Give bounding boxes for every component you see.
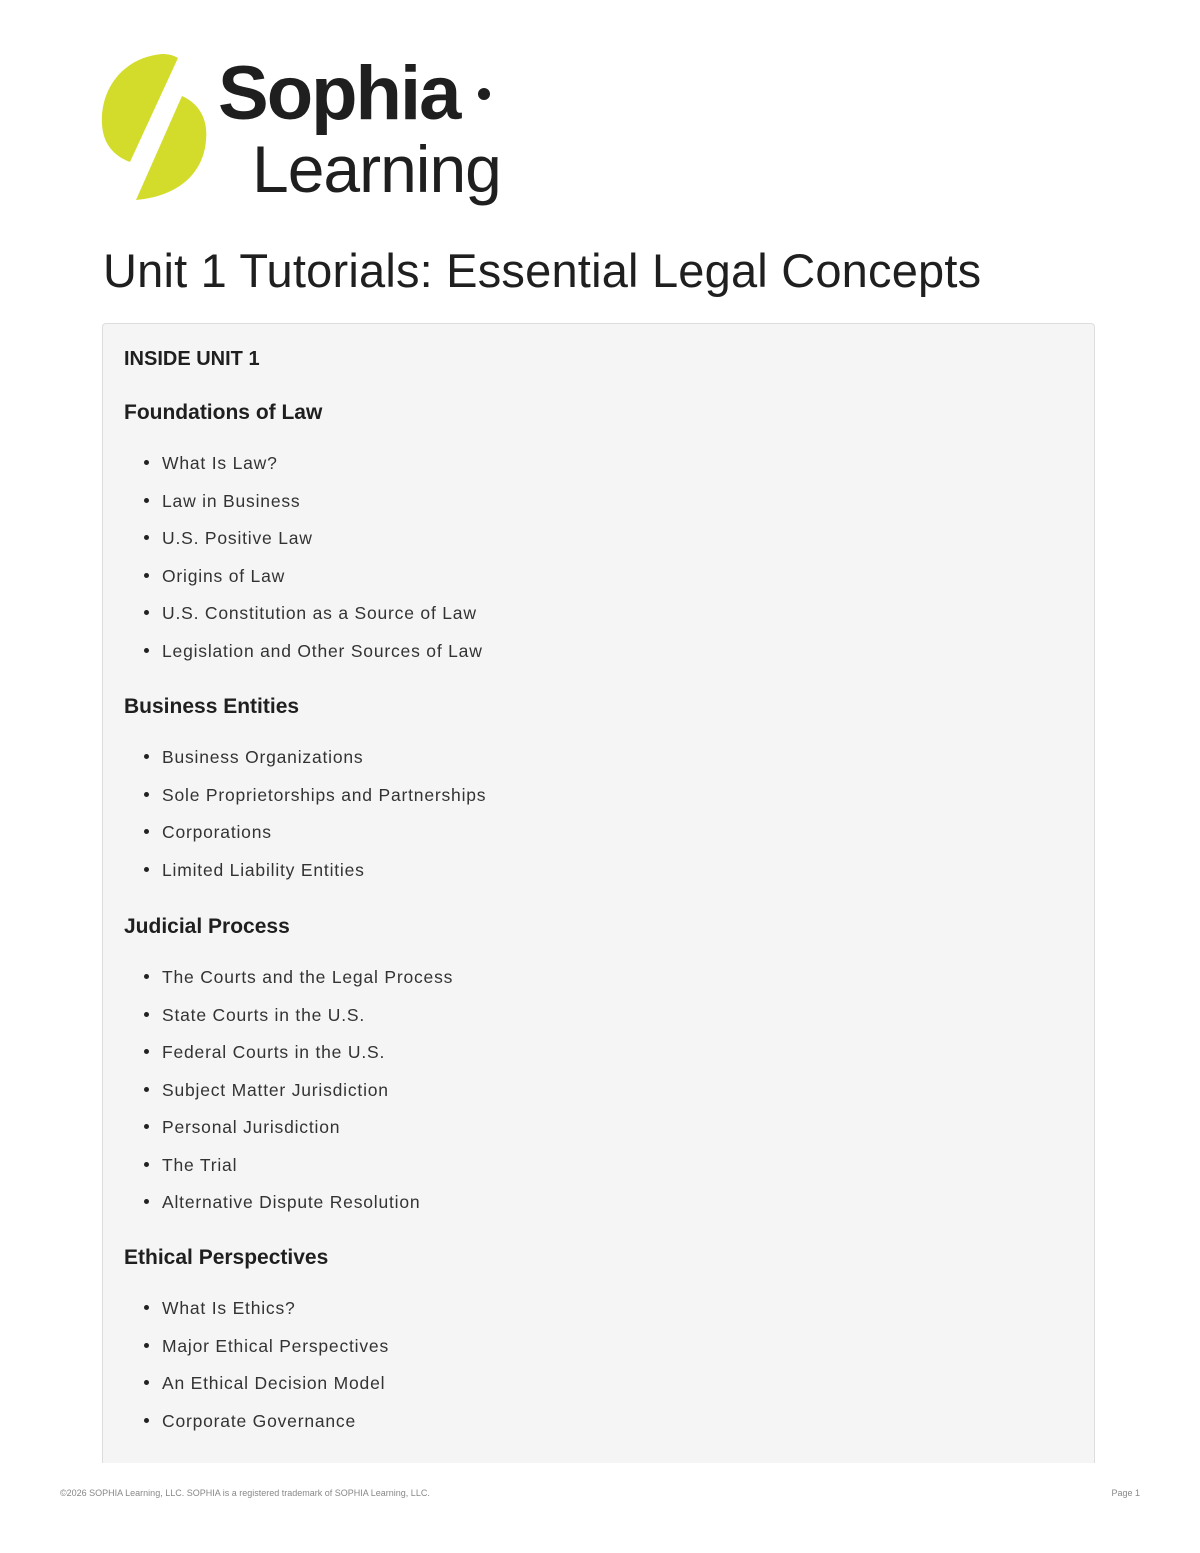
list-item[interactable] bbox=[124, 450, 483, 488]
list-item[interactable] bbox=[124, 563, 483, 601]
tutorial-link[interactable]: The Courts and the Legal Process bbox=[162, 967, 454, 987]
tutorial-link[interactable]: U.S. Constitution as a Source of Law bbox=[162, 603, 477, 623]
bullet-icon bbox=[144, 792, 149, 797]
bullet-icon bbox=[144, 754, 149, 759]
tutorial-link[interactable]: An Ethical Decision Model bbox=[162, 1373, 386, 1393]
list-item[interactable] bbox=[124, 525, 483, 563]
list-item[interactable] bbox=[124, 1114, 453, 1152]
bullet-icon bbox=[144, 1199, 149, 1204]
sophia-learning-logo bbox=[100, 52, 520, 212]
list-item[interactable] bbox=[124, 1039, 453, 1077]
footer-page-number: Page 1 bbox=[1111, 1488, 1140, 1498]
bullet-icon bbox=[144, 867, 149, 872]
bullet-icon bbox=[144, 974, 149, 979]
list-item[interactable] bbox=[124, 1077, 453, 1115]
bullet-icon bbox=[144, 1418, 149, 1423]
list-item[interactable] bbox=[124, 744, 486, 782]
bullet-icon bbox=[144, 1049, 149, 1054]
bullet-icon bbox=[144, 829, 149, 834]
tutorial-link[interactable]: Sole Proprietorships and Partnerships bbox=[162, 784, 487, 805]
list-item[interactable] bbox=[124, 1408, 389, 1446]
list-item[interactable] bbox=[124, 1333, 389, 1371]
tutorial-list bbox=[124, 1295, 389, 1445]
tutorial-link[interactable]: Major Ethical Perspectives bbox=[162, 1335, 389, 1356]
tutorial-link[interactable]: What Is Law? bbox=[162, 453, 278, 473]
bullet-icon bbox=[144, 535, 149, 540]
section-title: Business Entities bbox=[124, 695, 300, 718]
section-judicial-process bbox=[124, 914, 454, 1212]
tutorial-list bbox=[124, 964, 453, 1227]
tutorial-link[interactable]: Alternative Dispute Resolution bbox=[162, 1192, 421, 1212]
tutorial-list bbox=[124, 744, 486, 894]
bullet-icon bbox=[144, 573, 149, 578]
tutorial-link[interactable]: Subject Matter Jurisdiction bbox=[162, 1079, 389, 1100]
tutorial-link[interactable]: Law in Business bbox=[162, 490, 301, 511]
tutorial-link[interactable]: Corporate Governance bbox=[162, 1410, 357, 1431]
bullet-icon bbox=[144, 460, 149, 465]
bullet-icon bbox=[144, 1343, 149, 1348]
list-item[interactable] bbox=[124, 488, 483, 526]
list-item[interactable] bbox=[124, 1189, 453, 1227]
tutorial-list bbox=[124, 450, 483, 675]
tutorial-link[interactable]: U.S. Positive Law bbox=[162, 528, 313, 548]
unit-contents-panel bbox=[102, 323, 1095, 1463]
bullet-icon bbox=[144, 1124, 149, 1129]
bullet-icon bbox=[144, 648, 149, 653]
tutorial-link[interactable]: State Courts in the U.S. bbox=[162, 1004, 366, 1025]
toc-heading: INSIDE UNIT 1 bbox=[124, 348, 260, 370]
tutorial-link[interactable]: What Is Ethics? bbox=[162, 1298, 296, 1318]
page-title: Unit 1 Tutorials: Essential Legal Concepts bbox=[103, 244, 982, 297]
sophia-logo-icon bbox=[100, 52, 210, 202]
bullet-icon bbox=[144, 1380, 149, 1385]
tutorial-link[interactable]: Origins of Law bbox=[162, 565, 286, 586]
bullet-icon bbox=[144, 610, 149, 615]
list-item[interactable] bbox=[124, 819, 486, 857]
bullet-icon bbox=[144, 1162, 149, 1167]
list-item[interactable] bbox=[124, 782, 486, 820]
tutorial-link[interactable]: Business Organizations bbox=[162, 747, 364, 767]
list-item[interactable] bbox=[124, 1002, 453, 1040]
list-item[interactable] bbox=[124, 857, 486, 895]
list-item[interactable] bbox=[124, 638, 483, 676]
registered-mark-icon bbox=[478, 88, 490, 100]
section-ethical-perspectives bbox=[124, 1245, 389, 1431]
section-foundations-of-law bbox=[124, 400, 483, 661]
bullet-icon bbox=[144, 1012, 149, 1017]
tutorial-link[interactable]: Personal Jurisdiction bbox=[162, 1117, 341, 1137]
footer-copyright: ©2026 SOPHIA Learning, LLC. SOPHIA is a registered trademark of SOPHIA Learning, LLC. bbox=[60, 1488, 430, 1498]
tutorial-link[interactable]: Corporations bbox=[162, 822, 272, 842]
list-item[interactable] bbox=[124, 600, 483, 638]
tutorial-link[interactable]: Legislation and Other Sources of Law bbox=[162, 640, 483, 661]
tutorial-link[interactable]: Limited Liability Entities bbox=[162, 859, 365, 880]
logo-wordmark-bottom: Learning bbox=[252, 132, 501, 206]
list-item[interactable] bbox=[124, 964, 453, 1002]
bullet-icon bbox=[144, 498, 149, 503]
list-item[interactable] bbox=[124, 1295, 389, 1333]
tutorial-link[interactable]: Federal Courts in the U.S. bbox=[162, 1042, 386, 1062]
section-title: Ethical Perspectives bbox=[124, 1246, 329, 1269]
bullet-icon bbox=[144, 1305, 149, 1310]
bullet-icon bbox=[144, 1087, 149, 1092]
list-item[interactable] bbox=[124, 1370, 389, 1408]
section-business-entities bbox=[124, 694, 487, 880]
list-item[interactable] bbox=[124, 1152, 453, 1190]
logo-wordmark-top: Sophia bbox=[218, 51, 460, 136]
section-title: Foundations of Law bbox=[124, 401, 323, 424]
section-title: Judicial Process bbox=[124, 915, 290, 938]
tutorial-link[interactable]: The Trial bbox=[162, 1154, 238, 1175]
